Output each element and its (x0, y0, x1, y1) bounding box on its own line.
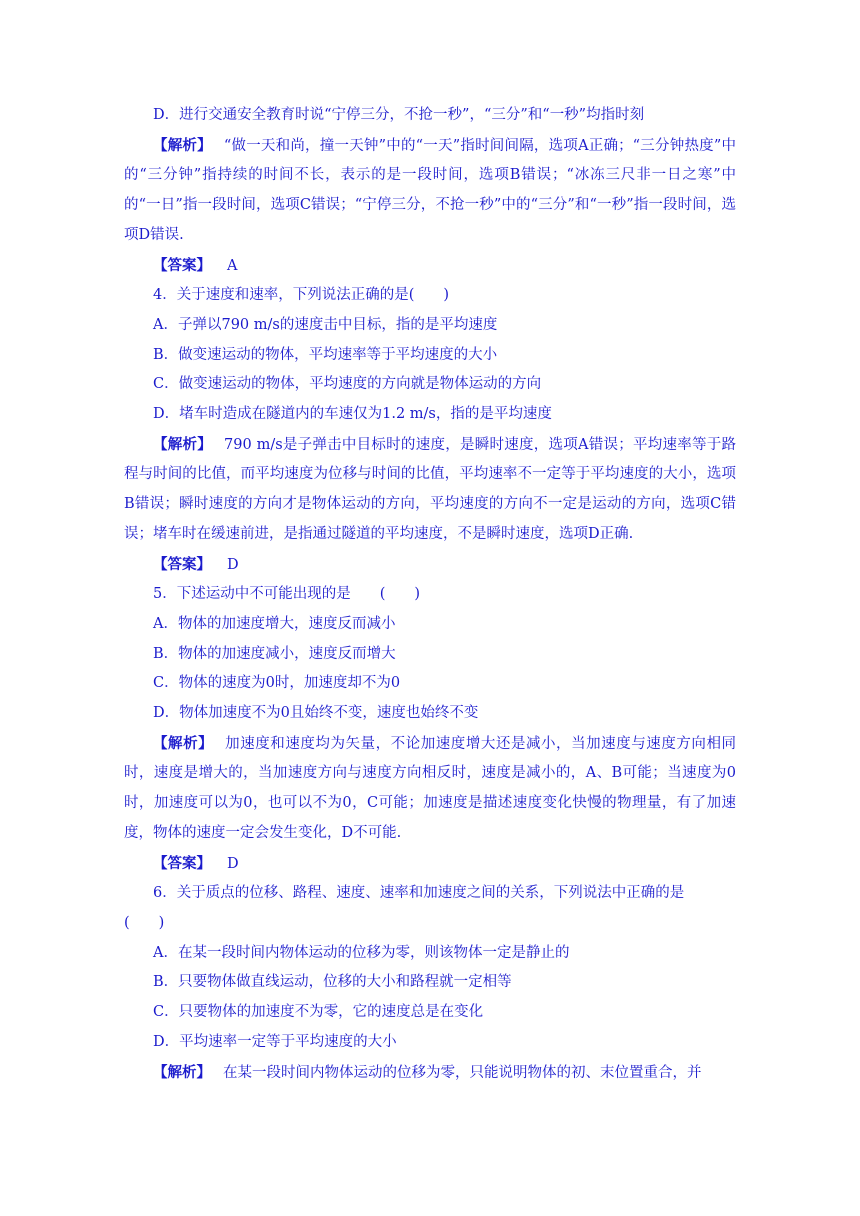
q6-analysis (124, 1058, 736, 1089)
q5-option-d: D．物体加速度不为0且始终不变，速度也始终不变 (153, 705, 479, 722)
q5-analysis (124, 729, 736, 849)
q4-answer (124, 550, 736, 581)
q6-analysis-text: 在某一段时间内物体运动的位移为零，只能说明物体的初、末位置重合，并 (223, 1064, 702, 1081)
q4-analysis-label: 【解析】 (153, 435, 213, 453)
q4-answer-label: 【答案】 (153, 555, 211, 573)
q5-analysis-text: 加速度和速度均为矢量，不论加速度增大还是减小，当加速度与速度方向相同时，速度是增大的，当加速度方向与速度方向相反时，速度是减小的，A、B可能；当速度为0时，加速度可以为0，也可以不为0，C可能；加速度是描述速度变化快慢的物理量，有了加速度，物体的速度一定会发生变化，D不可能. (124, 735, 737, 841)
q5-answer-label: 【答案】 (153, 854, 211, 872)
q3-analysis (124, 131, 736, 251)
q6-option-a: A．在某一段时间内物体运动的位移为零，则该物体一定是静止的 (153, 944, 570, 961)
q3-analysis-text: “做一天和尚，撞一天钟”中的“一天”指时间间隔，选项A正确；“三分钟热度”中的“三分钟”指持续的时间不长，表示的是一段时间，选项B错误；“冰冻三尺非一日之寒”中的“一日”指一段时间，选项C错误；“宁停三分，不抢一秒”中的“三分”和“一秒”指一段时间，选项D错误. (124, 137, 736, 243)
q6-stem-line2: ( ) (124, 914, 165, 931)
q5-option-a: A．物体的加速度增大，速度反而减小 (153, 615, 396, 632)
q3-answer-value: A (227, 257, 238, 274)
q4-option-b: B．做变速运动的物体，平均速率等于平均速度的大小 (153, 346, 498, 363)
q3-option-d: D．进行交通安全教育时说“宁停三分，不抢一秒”，“三分”和“一秒”均指时刻 (153, 107, 645, 123)
q5-option-c: C．物体的速度为0时，加速度却不为0 (153, 675, 401, 692)
q5-analysis-label: 【解析】 (153, 734, 214, 752)
q6-option-d: D．平均速率一定等于平均速度的大小 (153, 1033, 397, 1050)
q3-answer-label: 【答案】 (153, 256, 211, 274)
q4-analysis-text: 790 m/s是子弹击中目标时的速度，是瞬时速度，选项A错误；平均速率等于路程与时间的比值，而平均速度为位移与时间的比值，平均速率不一定等于平均速度的大小，选项B错误；瞬时速度的方向才是物体运动的方向，平均速度的方向不一定是运动的方向，选项C错误；堵车时在缓速前进，是指通过隧道的平均速度，不是瞬时速度，选项D正确. (124, 436, 736, 542)
q5-answer (124, 849, 736, 880)
q3-answer (124, 251, 736, 282)
q4-option-d: D．堵车时造成在隧道内的车速仅为1.2 m/s，指的是平均速度 (153, 406, 552, 423)
q4-analysis (124, 430, 736, 550)
q5-option-b: B．物体的加速度减小，速度反而增大 (153, 645, 396, 662)
q6-option-c: C．只要物体的加速度不为零，它的速度总是在变化 (153, 1004, 484, 1021)
q4-stem: 4．关于速度和速率，下列说法正确的是( ) (153, 287, 450, 304)
q4-option-c: C．做变速运动的物体，平均速度的方向就是物体运动的方向 (153, 376, 542, 393)
document-content (124, 101, 736, 1088)
q4-option-a: A．子弹以790 m/s的速度击中目标，指的是平均速度 (153, 316, 498, 333)
q5-stem: 5．下述运动中不可能出现的是 ( ) (153, 586, 421, 603)
q6-analysis-label: 【解析】 (153, 1063, 211, 1081)
q6-stem-line1: 6．关于质点的位移、路程、速度、速率和加速度之间的关系，下列说法中正确的是 (153, 885, 685, 902)
q5-answer-value: D (227, 855, 239, 872)
q3-analysis-label: 【解析】 (153, 136, 212, 154)
q4-answer-value: D (227, 556, 239, 573)
q6-option-b: B．只要物体做直线运动，位移的大小和路程就一定相等 (153, 974, 512, 991)
